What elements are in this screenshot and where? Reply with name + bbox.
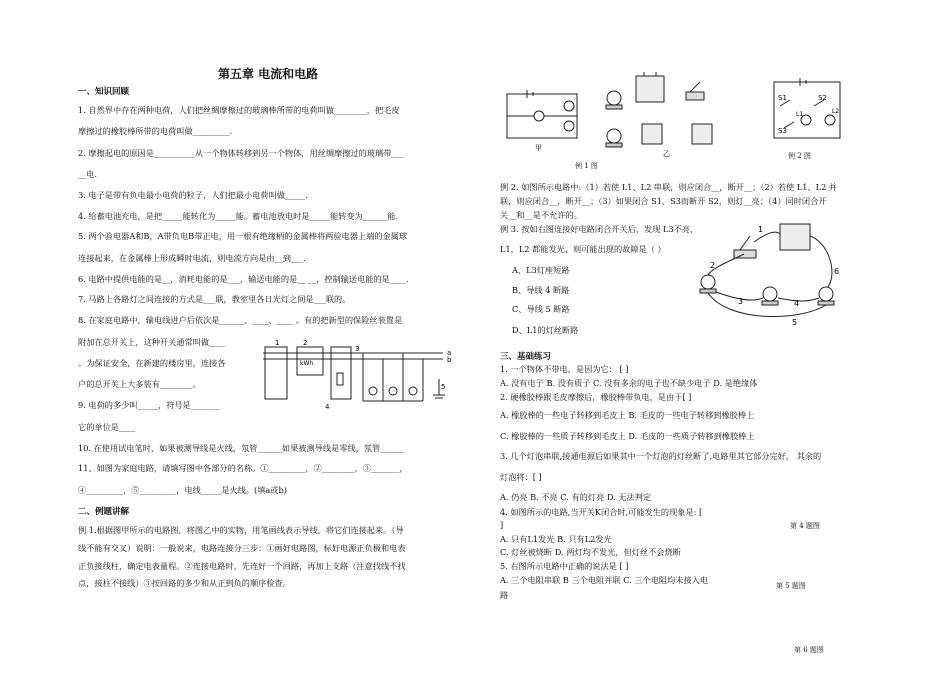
switch-s2-label: S2 — [818, 94, 827, 102]
circuit-label-5: 5 — [441, 383, 446, 391]
question-4: 4. 给蓄电池充电，是把_____能转化为_____能。蓄电池放电时是_____能转变为______能. — [78, 211, 399, 221]
wire-label-2: 2 — [710, 261, 716, 270]
wire-label-1: 1 — [758, 225, 764, 234]
example-1-figure-caption: 例 1 图 — [575, 162, 598, 170]
wire-label-3: 3 — [738, 297, 744, 306]
practice-2-options-cd: C. 橡胶棒的一些质子转移到毛皮上 D. 毛皮的一些质子转移到橡胶棒上 — [500, 431, 755, 441]
practice-2-question: 2. 硬橡胶棒跟毛皮摩擦后，橡胶棒带负电，是由于[ ] — [500, 392, 692, 402]
example-3-option-b: B、导线 4 断路 — [512, 285, 570, 295]
question-8-line-4: 户的总开关上大多装有________。 — [78, 379, 201, 389]
question-5-line-1: 5. 两个验电器A和B，A带负电B带正电，用一根有绝缘柄的金属棒将两验电器上端的金属球 — [78, 231, 408, 241]
question-8-line-1: 8. 在家庭电路中，输电线进户后依次是______、____、____ 。有的把新型的保险丝装置是 — [78, 315, 403, 325]
figure-label-jia: 甲 — [535, 144, 542, 152]
example-2-circuit — [770, 78, 845, 148]
example-1-line-3: 正负接线柱，确定电表量程。②连接电路时，先连好一个回路，再加上支路（注意找线不找 — [78, 561, 406, 571]
figure-label-yi: 乙 — [663, 150, 670, 158]
lamp-l2-label: L2 — [832, 108, 840, 115]
example-2-line-3: 关__和__是不允许的。 — [500, 210, 582, 220]
wire-label-6: 6 — [834, 267, 840, 276]
practice-4-question-bracket: ] — [500, 520, 504, 530]
practice-5-question: 5. 右图所示电路中正确的说法是 [ ] — [500, 561, 629, 571]
lamp-l1-label: L1 — [796, 111, 804, 118]
question-8-line-2: 附加在总开关上，这种开关通常叫做____ — [78, 337, 226, 347]
circuit-label-4: 4 — [325, 403, 330, 411]
section-heading-practice: 三、基础练习 — [500, 352, 552, 362]
practice-2-options-ab: A. 橡胶棒的一些电子转移到毛皮上 B. 毛皮的一些电子转移到橡胶棒上 — [500, 410, 755, 420]
question-7: 7. 马路上各路灯之间连接的方式是___联，教室里各日光灯之间是___联的。 — [78, 294, 351, 304]
practice-1-question: 1. 一个物体不带电，是因为它： [ ] — [500, 364, 629, 374]
example-1-line-1: 例 1.根据图甲所示的电路图，将图乙中的实物，用笔画线表示导线，将它们连接起来。（导 — [78, 525, 404, 535]
circuit-label-a: a — [447, 349, 452, 357]
example-3-option-a: A、L3灯座短路 — [512, 265, 570, 275]
household-circuit-diagram — [263, 339, 463, 415]
question-8-line-3: 。为保证安全，在新建的楼房里，连接各 — [78, 358, 226, 368]
circuit-label-3: 3 — [355, 345, 360, 353]
circuit-label-1: 1 — [275, 339, 280, 347]
practice-4-question: 4. 如图所示的电路,当开关K闭合时,可能发生的现象是: [ — [500, 507, 703, 517]
question-5-line-2: 连接起来，在金属棒上形成瞬时电流，则电流方向是由__到___. — [78, 253, 306, 263]
question-9-line-2: 它的单位是____ — [78, 422, 136, 432]
circuit-label-b: b — [447, 356, 452, 364]
practice-3-options: A. 仍亮 B. 不亮 C. 有的灯亮 D. 无法判定 — [500, 492, 652, 502]
practice-3-line-2: 灯泡将：[ ] — [500, 472, 542, 482]
example-2-figure-caption: 例 2 图 — [788, 152, 811, 160]
circuit-label-2: 2 — [303, 339, 308, 347]
example-1-apparatus-yi — [596, 72, 736, 157]
example-3-line-1: 例 3. 按如右图连接好电路闭合开关后，发现 L3不亮， — [500, 224, 699, 234]
question-1-line-2: 摩擦过的橡胶棒所带的电荷叫做_________. — [78, 126, 233, 136]
question-6: 6. 电路中提供电能的是__，消耗电能的是___，输送电能的是__ __，控制输送电能的是____. — [78, 274, 409, 284]
question-11-line-1: 11、如图为家庭电路，请填写图中各部分的名称。①_________，②________，③_______， — [78, 463, 408, 473]
question-2-line-1: 2. 摩擦起电的原因是__________从一个物体转移到另一个物体，用丝绸摩擦过的玻璃带___ — [78, 148, 404, 158]
practice-4-options-ab: A. 只有L1发光 B. 只有L2发光 — [500, 534, 612, 544]
section-heading-review: 一、知识回顾 — [78, 87, 130, 97]
example-3-line-2: L1，L2 都能发光，则可能出现的故障是（ ） — [500, 244, 666, 254]
figure-6-caption: 第 6 题图 — [794, 646, 824, 654]
wire-label-5: 5 — [792, 318, 798, 327]
figure-4-caption: 第 4 题图 — [790, 522, 820, 530]
question-1-line-1: 1. 自然界中存在两种电荷，人们把丝绸摩擦过的玻璃棒所带的电荷叫做________，把毛皮 — [78, 105, 400, 115]
switch-s1-label: S1 — [778, 94, 787, 102]
wire-label-4: 4 — [794, 299, 800, 308]
question-3: 3. 电子是带有负电最小电荷的粒子，人们把最小电荷叫做_____. — [78, 190, 308, 200]
example-2-line-1: 例 2. 如图所示电路中:（1）若使 L1、L2 串联，则应闭合__，断开__；（2）若使 L1、L2 并 — [500, 182, 838, 192]
question-2-line-2: __电. — [78, 169, 97, 179]
practice-4-options-cd: C. 灯丝被烧断 D. 两灯均不发光，但灯丝不会烧断 — [500, 547, 681, 557]
example-1-circuit-jia — [503, 88, 583, 153]
example-3-circuit — [688, 222, 848, 332]
chapter-title: 第五章 电流和电路 — [218, 67, 319, 81]
practice-3-line-1: 3. 几个灯泡串联,接通电源后如果其中一个灯泡的灯丝断了,电路里其它部分完好， 其余的 — [500, 451, 822, 461]
example-3-option-c: C、导线 5 断路 — [512, 304, 570, 314]
question-10: 10. 在使用试电笔时，如果被测导线是火线，氖管______如果被测导线是零线，氖管______ — [78, 443, 405, 453]
example-1-line-4: 点，接柱不接线）③按回路的多少和从正到负的顺序检查。 — [78, 578, 291, 588]
example-1-line-2: 线不能有交叉）说明：一般说来，电路连接分三步：①画好电路图，标好电源正负极和电表 — [78, 543, 406, 553]
question-11-line-2: ④_________，⑤_________，电线_____是火线。(填a或b) — [78, 485, 287, 495]
example-3-option-d: D、L1的灯丝断路 — [512, 325, 579, 335]
question-9-line-1: 9. 电荷的多少叫_____，符号是_______ — [78, 400, 220, 410]
section-heading-examples: 二、例题讲解 — [78, 507, 130, 517]
practice-5-options-cont: 路 — [500, 590, 509, 600]
practice-5-options: A. 三个电阻串联 B 三个电阻并联 C. 三个电阻均未接入电 — [500, 575, 709, 585]
switch-s3-label: S3 — [778, 127, 787, 135]
meter-label: kWh — [300, 360, 314, 367]
figure-5-caption: 第 5 题图 — [776, 582, 806, 590]
example-2-line-2: 联，则应闭合__，断开__；（3）如果闭合 S1、S3而断开 S2，则灯__亮；（4）同时闭合开 — [500, 196, 827, 206]
practice-1-options: A. 没有电子 B. 没有质子 C. 没有多余的电子也不缺少电子 D. 是绝缘体 — [500, 378, 758, 388]
